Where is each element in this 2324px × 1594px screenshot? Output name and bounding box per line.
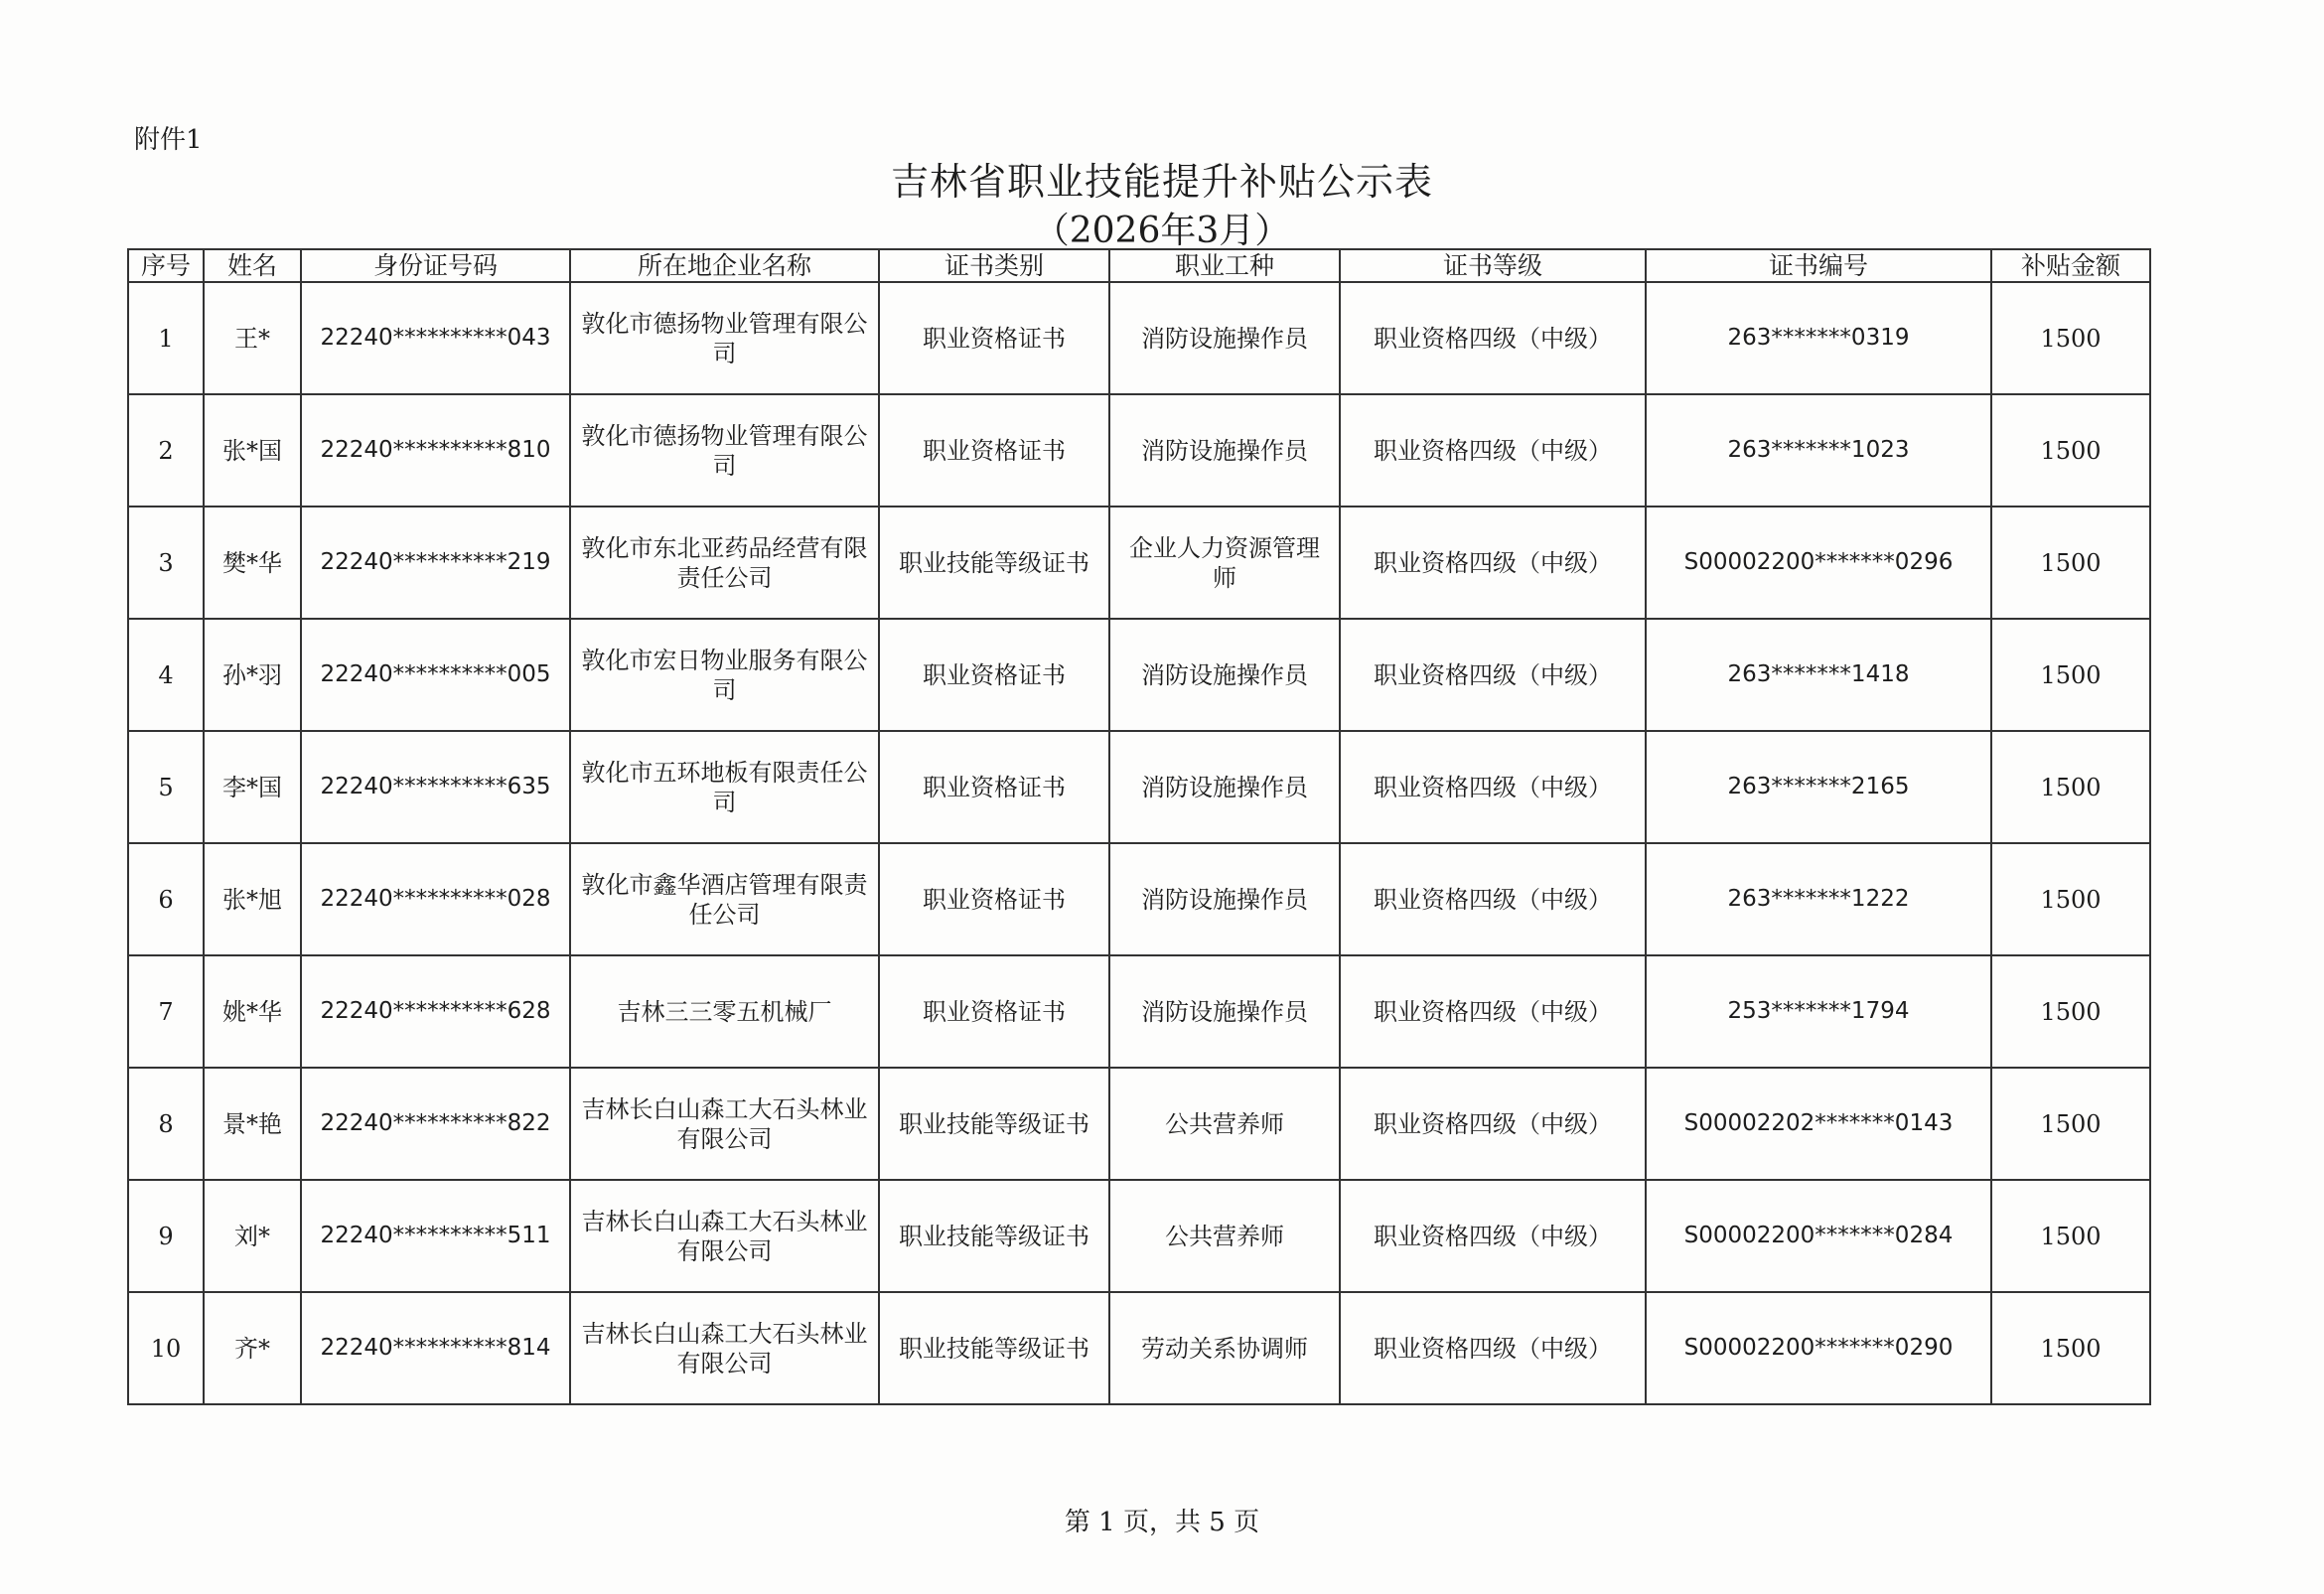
cell-seq: 3 [128,507,204,619]
cell-seq: 6 [128,843,204,955]
cell-cert-number: S00002200*******0296 [1646,507,1991,619]
cell-cert-type: 职业技能等级证书 [879,1068,1109,1180]
header-subsidy-amount: 补贴金额 [1991,249,2150,282]
cell-cert-level: 职业资格四级（中级） [1340,619,1646,731]
document-title: 吉林省职业技能提升补贴公示表 [890,160,1433,204]
cell-cert-number: 253*******1794 [1646,955,1991,1068]
cell-cert-level: 职业资格四级（中级） [1340,955,1646,1068]
cell-seq: 8 [128,1068,204,1180]
cell-occupation: 消防设施操作员 [1109,394,1340,507]
cell-cert-type: 职业技能等级证书 [879,1292,1109,1404]
cell-seq: 2 [128,394,204,507]
cell-cert-number: 263*******1023 [1646,394,1991,507]
cell-subsidy-amount: 1500 [1991,507,2150,619]
document-subtitle: （2026年3月） [1033,211,1291,251]
cell-occupation: 劳动关系协调师 [1109,1292,1340,1404]
header-name: 姓名 [204,249,301,282]
cell-id-number: 22240**********028 [301,843,570,955]
cell-cert-number: S00002200*******0284 [1646,1180,1991,1292]
cell-cert-type: 职业资格证书 [879,731,1109,843]
table-body [128,282,2150,1404]
table-row [128,394,2150,507]
cell-id-number: 22240**********822 [301,1068,570,1180]
cell-cert-level: 职业资格四级（中级） [1340,843,1646,955]
cell-name: 张*旭 [204,843,301,955]
cell-id-number: 22240**********219 [301,507,570,619]
table-row [128,955,2150,1068]
cell-cert-level: 职业资格四级（中级） [1340,394,1646,507]
cell-cert-number: S00002202*******0143 [1646,1068,1991,1180]
cell-cert-type: 职业技能等级证书 [879,507,1109,619]
cell-company: 吉林长白山森工大石头林业有限公司 [570,1180,879,1292]
cell-name: 张*国 [204,394,301,507]
header-company: 所在地企业名称 [570,249,879,282]
cell-cert-level: 职业资格四级（中级） [1340,1292,1646,1404]
cell-cert-number: S00002200*******0290 [1646,1292,1991,1404]
table-row [128,1180,2150,1292]
cell-company: 吉林三三零五机械厂 [570,955,879,1068]
cell-cert-type: 职业资格证书 [879,282,1109,394]
cell-name: 樊*华 [204,507,301,619]
cell-cert-level: 职业资格四级（中级） [1340,1180,1646,1292]
table-row [128,507,2150,619]
cell-cert-type: 职业技能等级证书 [879,1180,1109,1292]
cell-name: 孙*羽 [204,619,301,731]
cell-subsidy-amount: 1500 [1991,1068,2150,1180]
cell-company: 敦化市宏日物业服务有限公司 [570,619,879,731]
header-cert-level: 证书等级 [1340,249,1646,282]
cell-seq: 4 [128,619,204,731]
cell-subsidy-amount: 1500 [1991,394,2150,507]
cell-occupation: 消防设施操作员 [1109,731,1340,843]
attachment-label: 附件1 [134,125,203,155]
cell-company: 敦化市鑫华酒店管理有限责任公司 [570,843,879,955]
cell-id-number: 22240**********628 [301,955,570,1068]
cell-id-number: 22240**********810 [301,394,570,507]
cell-id-number: 22240**********511 [301,1180,570,1292]
cell-id-number: 22240**********635 [301,731,570,843]
cell-subsidy-amount: 1500 [1991,843,2150,955]
header-seq: 序号 [128,249,204,282]
cell-cert-type: 职业资格证书 [879,843,1109,955]
table-header [128,249,2150,282]
cell-cert-type: 职业资格证书 [879,619,1109,731]
header-occupation: 职业工种 [1109,249,1340,282]
cell-occupation: 消防设施操作员 [1109,955,1340,1068]
cell-occupation: 公共营养师 [1109,1180,1340,1292]
table-row [128,731,2150,843]
cell-cert-number: 263*******0319 [1646,282,1991,394]
header-cert-type: 证书类别 [879,249,1109,282]
cell-company: 敦化市东北亚药品经营有限责任公司 [570,507,879,619]
subsidy-table [127,248,2151,1405]
cell-seq: 9 [128,1180,204,1292]
cell-cert-number: 263*******1222 [1646,843,1991,955]
cell-occupation: 公共营养师 [1109,1068,1340,1180]
cell-subsidy-amount: 1500 [1991,955,2150,1068]
cell-seq: 1 [128,282,204,394]
cell-cert-level: 职业资格四级（中级） [1340,282,1646,394]
cell-cert-type: 职业资格证书 [879,955,1109,1068]
cell-name: 齐* [204,1292,301,1404]
cell-subsidy-amount: 1500 [1991,731,2150,843]
cell-company: 吉林长白山森工大石头林业有限公司 [570,1068,879,1180]
table-row [128,1068,2150,1180]
cell-name: 姚*华 [204,955,301,1068]
table-row [128,843,2150,955]
cell-id-number: 22240**********005 [301,619,570,731]
cell-id-number: 22240**********043 [301,282,570,394]
cell-company: 敦化市五环地板有限责任公司 [570,731,879,843]
cell-name: 李*国 [204,731,301,843]
cell-company: 敦化市德扬物业管理有限公司 [570,394,879,507]
cell-occupation: 消防设施操作员 [1109,282,1340,394]
table-row [128,1292,2150,1404]
header-row [128,249,2150,282]
cell-cert-level: 职业资格四级（中级） [1340,731,1646,843]
cell-seq: 10 [128,1292,204,1404]
table-row [128,282,2150,394]
cell-occupation: 企业人力资源管理师 [1109,507,1340,619]
cell-cert-type: 职业资格证书 [879,394,1109,507]
cell-id-number: 22240**********814 [301,1292,570,1404]
cell-name: 王* [204,282,301,394]
cell-subsidy-amount: 1500 [1991,1292,2150,1404]
cell-seq: 7 [128,955,204,1068]
cell-subsidy-amount: 1500 [1991,619,2150,731]
cell-cert-level: 职业资格四级（中级） [1340,507,1646,619]
cell-cert-number: 263*******1418 [1646,619,1991,731]
header-cert-number: 证书编号 [1646,249,1991,282]
cell-name: 刘* [204,1180,301,1292]
table-row [128,619,2150,731]
page-info: 第 1 页，共 5 页 [1064,1508,1260,1537]
cell-company: 敦化市德扬物业管理有限公司 [570,282,879,394]
cell-occupation: 消防设施操作员 [1109,843,1340,955]
cell-subsidy-amount: 1500 [1991,1180,2150,1292]
cell-cert-level: 职业资格四级（中级） [1340,1068,1646,1180]
cell-seq: 5 [128,731,204,843]
cell-subsidy-amount: 1500 [1991,282,2150,394]
cell-occupation: 消防设施操作员 [1109,619,1340,731]
cell-name: 景*艳 [204,1068,301,1180]
header-id-number: 身份证号码 [301,249,570,282]
cell-cert-number: 263*******2165 [1646,731,1991,843]
cell-company: 吉林长白山森工大石头林业有限公司 [570,1292,879,1404]
